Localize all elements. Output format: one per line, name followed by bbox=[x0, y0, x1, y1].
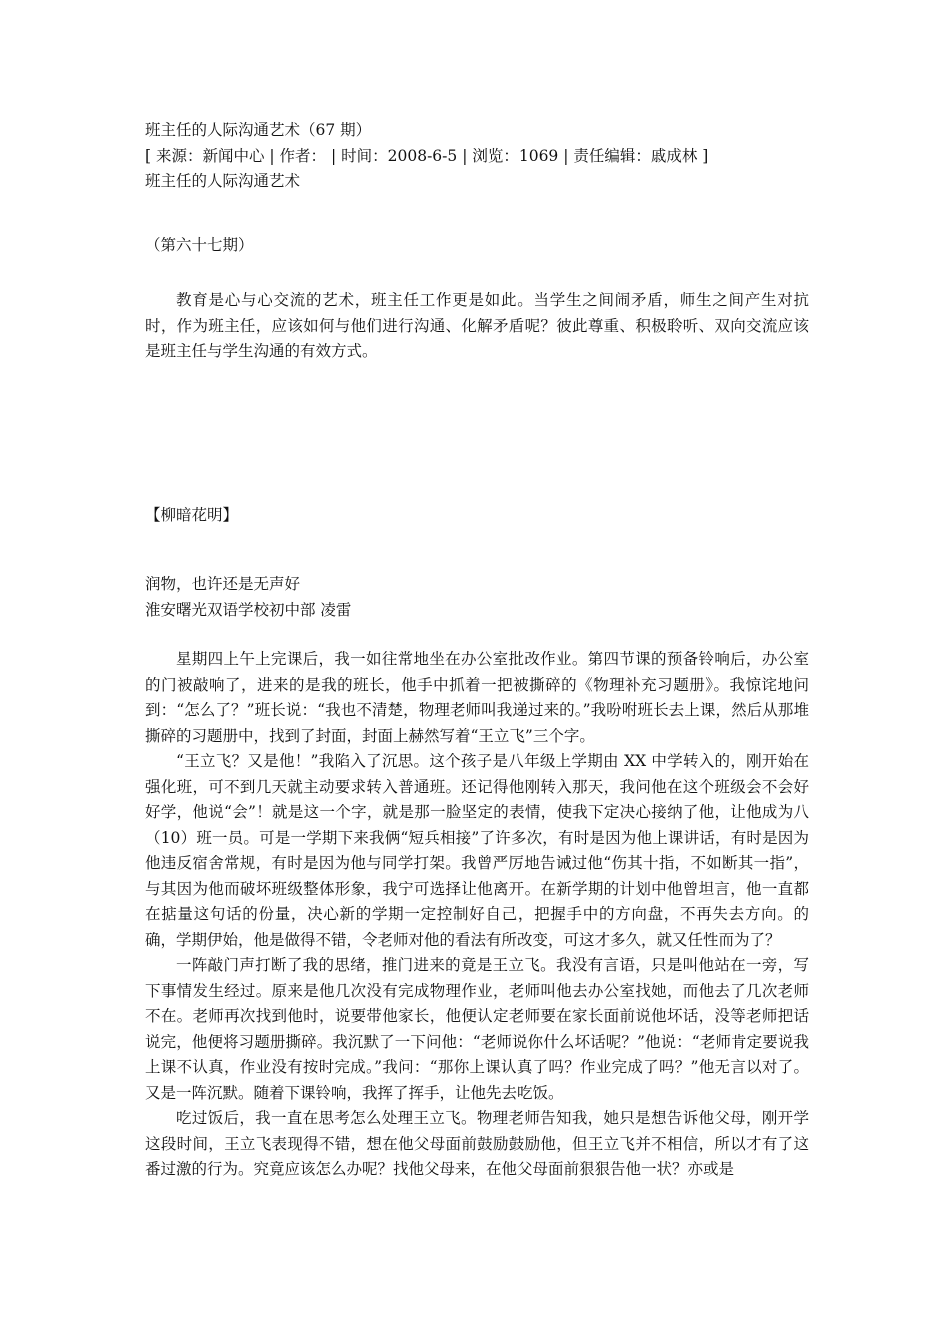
story-title: 润物，也许还是无声好 bbox=[145, 575, 301, 593]
article-meta: [ 来源：新闻中心 | 作者： | 时间：2008-6-5 | 浏览：1069 | 责任编辑：戚成林 ] bbox=[145, 146, 709, 165]
story-paragraph: 吃过饭后，我一直在思考怎么处理王立飞。物理老师告知我，她只是想告诉他父母，刚开学这段时间，王立飞表现得不错，想在他父母面前鼓励鼓励他，但王立飞并不相信，所以才有了这番过激的行为。究竟应该怎么办呢？找他父母来，在他父母面前狠狠告他一状？亦或是 bbox=[145, 1109, 809, 1178]
article-subtitle: 班主任的人际沟通艺术 bbox=[145, 172, 301, 190]
intro-paragraph: 教育是心与心交流的艺术，班主任工作更是如此。当学生之间闹矛盾，师生之间产生对抗时，作为班主任，应该如何与他们进行沟通、化解矛盾呢？彼此尊重、积极聆听、双向交流应该是班主任与学生沟通的有效方式。 bbox=[145, 291, 809, 360]
article-title: 班主任的人际沟通艺术（67 期） bbox=[145, 121, 372, 139]
story-author: 淮安曙光双语学校初中部 凌雷 bbox=[145, 600, 352, 619]
story-paragraph: 一阵敲门声打断了我的思绪，推门进来的竟是王立飞。我没有言语，只是叫他站在一旁，写下事情发生经过。原来是他几次没有完成物理作业，老师叫他去办公室找她，而他去了几次老师不在。老师再次找到他时，说要带他家长，他便认定老师要在家长面前说他坏话，没等老师把话说完，他便将习题册撕碎。我沉默了一下问他：“老师说你什么坏话呢？”他说：“老师肯定要说我上课不认真，作业没有按时完成。”我问：“那你上课认真了吗？作业完成了吗？”他无言以对了。又是一阵沉默。随着下课铃响，我挥了挥手，让他先去吃饭。 bbox=[145, 956, 809, 1102]
issue-number: （第六十七期） bbox=[145, 235, 254, 254]
section-heading: 【柳暗花明】 bbox=[145, 505, 239, 524]
story-paragraph: “王立飞？又是他！”我陷入了沉思。这个孩子是八年级上学期由 XX 中学转入的，刚开始在强化班，可不到几天就主动要求转入普通班。还记得他刚转入那天，我问他在这个班级会不会好好学，他说“会”！就是这一个字，就是那一脸坚定的表情，使我下定决心接纳了他，让他成为八（10）班一员。可是一学期下来我俩“短兵相接”了许多次，有时是因为他上课讲话，有时是因为他违反宿舍常规，有时是因为他与同学打架。我曾严厉地告诫过他“伤其十指，不如断其一指”，与其因为他而破坏班级整体形象，我宁可选择让他离开。在新学期的计划中他曾坦言，他一直都在掂量这句话的份量，决心新的学期一定控制好自己，把握手中的方向盘，不再失去方向。的确，学期伊始，他是做得不错，令老师对他的看法有所改变，可这才多久，就又任性而为了？ bbox=[145, 752, 809, 949]
story-paragraph: 星期四上午上完课后，我一如往常地坐在办公室批改作业。第四节课的预备铃响后，办公室的门被敲响了，进来的是我的班长，他手中抓着一把被撕碎的《物理补充习题册》。我惊诧地问到：“怎么了？”班长说：“我也不清楚，物理老师叫我递过来的。”我吩咐班长去上课，然后从那堆撕碎的习题册中，找到了封面，封面上赫然写着“王立飞”三个字。 bbox=[145, 650, 809, 745]
document-page bbox=[145, 118, 809, 1183]
